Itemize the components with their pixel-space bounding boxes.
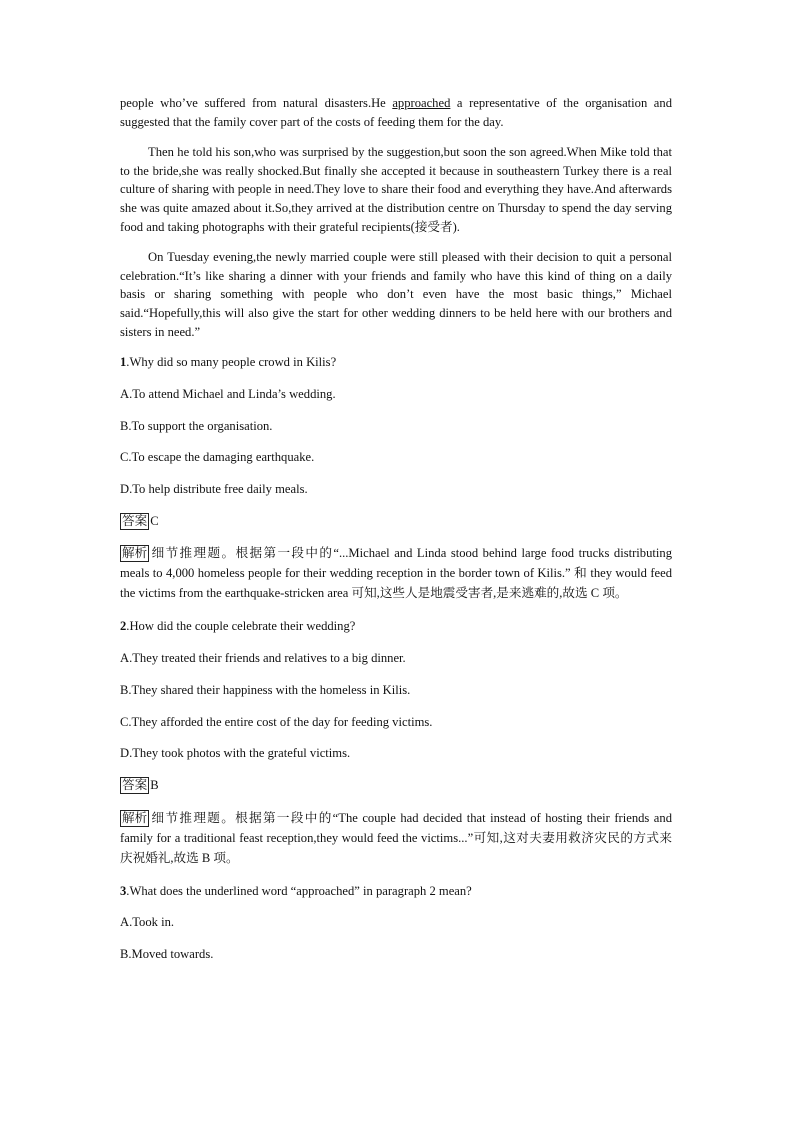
passage-paragraph-2: Then he told his son,who was surprised by the suggestion,but soon the son agreed.When Mike told that to the bride,she was really shocked.But finally she accepted it because in southeastern Turkey there is a real culture of sharing with people in need.They love to share their food and everything they have.And afterwards she was quite amazed about it.So,they arrived at the distribution centre on Thursday to spend the day serving food and taking photographs with their grateful recipients(接受者). — [120, 145, 672, 234]
answer-label: 答案 — [122, 778, 148, 793]
question-2-option-d: D.They took photos with the grateful victims. — [120, 746, 351, 761]
analysis-label: 解析 — [122, 546, 148, 561]
passage-paragraph-3: On Tuesday evening,the newly married couple were still pleased with their decision to quit a personal celebration.“It’s like sharing a dinner with your friends and family who have this kind of thing on a daily basis or sharing something with people who don’t even have the most basic things,” Michael said.“Hopefully,this will also give the start for other wedding dinners to be held here with our brothers and sisters in need.” — [120, 250, 672, 339]
question-number: 3 — [120, 883, 127, 898]
passage-paragraph-1 — [120, 94, 672, 131]
question-1-option-b: B.To support the organisation. — [120, 418, 273, 433]
answer-value: B — [150, 778, 159, 793]
question-1-analysis — [120, 543, 672, 603]
question-1-option-c: C.To escape the damaging earthquake. — [120, 450, 315, 465]
question-text: .What does the underlined word “approached” in paragraph 2 mean? — [126, 883, 472, 898]
analysis-text: 细节推理题。根据第一段中的“The couple had decided that instead of hosting their friends and family for a traditional feast reception,they would feed the victims...”可知,这对夫妻用救济灾民的方式来庆祝婚礼,故选 B 项。 — [120, 810, 672, 865]
question-1-option-d: D.To help distribute free daily meals. — [120, 482, 308, 497]
question-text: .Why did so many people crowd in Kilis? — [126, 355, 337, 370]
question-2-option-a: A.They treated their friends and relatives to a big dinner. — [120, 651, 406, 666]
question-1-stem — [120, 353, 672, 372]
question-text: .How did the couple celebrate their wedding? — [126, 619, 356, 634]
question-number: 2 — [120, 619, 127, 634]
document-page — [120, 94, 672, 977]
answer-label: 答案 — [122, 513, 148, 528]
analysis-label: 解析 — [122, 810, 148, 825]
question-1-option-a: A.To attend Michael and Linda’s wedding. — [120, 386, 336, 401]
question-2-option-c: C.They afforded the entire cost of the day for feeding victims. — [120, 714, 433, 729]
question-number: 1 — [120, 355, 127, 370]
answer-value: C — [150, 513, 159, 528]
question-2-answer — [120, 776, 672, 795]
question-3-stem — [120, 882, 672, 901]
question-1-answer — [120, 512, 672, 531]
underlined-word: approached — [392, 96, 451, 110]
passage-text: a representative of the organisation and suggested that the family cover part of the costs of feeding them for the day. — [120, 96, 672, 129]
question-2-option-b: B.They shared their happiness with the homeless in Kilis. — [120, 682, 411, 697]
question-2-stem — [120, 617, 672, 636]
question-3-option-a: A.Took in. — [120, 915, 175, 930]
question-2-analysis — [120, 808, 672, 868]
question-3-option-b: B.Moved towards. — [120, 947, 214, 962]
passage-text: people who’ve suffered from natural disasters.He — [120, 96, 393, 110]
analysis-text: 细节推理题。根据第一段中的“...Michael and Linda stood behind large food trucks distributing meals to 4,000 homeless people for their wedding reception in the border town of Kilis.” 和 they would feed the victims from the earthquake-stricken area 可知,这些人是地震受害者,是来逃难的,故选 C 项。 — [120, 546, 672, 601]
